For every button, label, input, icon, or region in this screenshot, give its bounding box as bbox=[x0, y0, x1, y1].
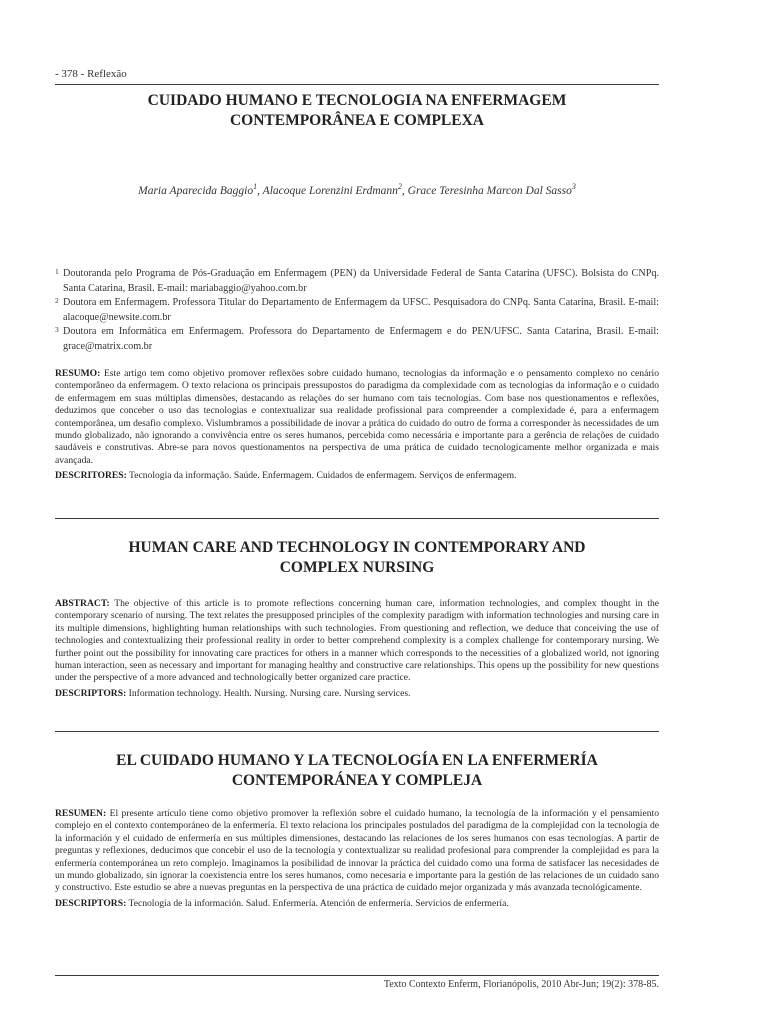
abstract-text: El presente artículo tiene como objetivo promover la reflexión sobre el cuidado humano, la tecnología de la información y el pensamiento complejo en el contexto contemporáneo de la enfermería. El texto relaciona los principales postulados del paradigma de la complejidad con la tecnología de la información y el cuidado de enfermería en sus múltiples dimensiones, destacando las relaciones de los seres humanos con esas tecnologías. A partir de preguntas y reflexiones, deducimos que concebir el uso de la tecnología y contextualizar su realidad profesional para comprender la complejidad es para la enfermería contemporánea un reto complejo. Imaginamos la posibilidad de innovar la práctica del cuidado como una forma de satisfacer las necesidades de un mundo globalizado, sin ignorar la coexistencia entre los seres humanos, como necesaria e importante para la gestión de las relaciones de un cuidado sano y constructivo. Este estudio se abre a nuevas preguntas en la perspectiva de una práctica de cuidado mejor organizada y más avanzada tecnológicamente. bbox=[55, 808, 659, 894]
descriptors-label: DESCRIPTORS: bbox=[55, 897, 127, 909]
abstract-label: RESUMO: bbox=[55, 368, 101, 379]
descriptors-text: Information technology. Health. Nursing. Nursing care. Nursing services. bbox=[128, 687, 411, 699]
affiliations bbox=[55, 267, 659, 354]
title-es-line1: EL CUIDADO HUMANO Y LA TECNOLOGÍA EN LA ENFERMERÍA bbox=[116, 752, 598, 769]
title-pt-line1: CUIDADO HUMANO E TECNOLOGIA NA ENFERMAGEM bbox=[147, 92, 567, 109]
title-pt bbox=[55, 91, 659, 131]
footer-rule bbox=[55, 975, 659, 976]
abstract-pt bbox=[55, 368, 659, 483]
descriptors-en bbox=[55, 688, 659, 700]
title-en-line1: HUMAN CARE AND TECHNOLOGY IN CONTEMPORARY AND bbox=[128, 539, 586, 556]
title-pt-line2: CONTEMPORÂNEA E COMPLEXA bbox=[229, 112, 485, 129]
abstract-es bbox=[55, 808, 659, 910]
title-es-line2: CONTEMPORÁNEA Y COMPLEJA bbox=[231, 772, 483, 789]
author: Grace Teresinha Marcon Dal Sasso$^3$ bbox=[407, 182, 576, 197]
descriptors-label: DESCRIPTORS: bbox=[55, 687, 127, 699]
abstract-text: Este artigo tem como objetivo promover reflexões sobre cuidado humano, tecnologias da informação e o pensamento complexo no cenário contemporâneo da enfermagem. O texto relaciona os principais pressupostos do paradigma da complexidade com as tecnologias da informação e o cuidado de enfermagem em suas múltiplas dimensões, destacando as relações do ser humano com tais tecnologias. Com base nos questionamentos e reflexões, deduzimos que conceber o uso das tecnologias e contextualizar sua realidade profissional para compreender a complexidade é, para a enfermagem contemporânea, um desafio complexo. Vislumbramos a possibilidade de inovar a prática do cuidado do outro de forma a corresponder às necessidades de um mundo globalizado, não ignorando a convivência entre os seres humanos, percebida como necessária e importante para a gerência de relações de cuidado saudáveis e construtivas. Abre-se para novos questionamentos na perspectiva de uma prática de cuidado tecnologicamente melhor organizada e mais avançada. bbox=[55, 368, 659, 466]
section-divider bbox=[55, 518, 659, 519]
descriptors-label: DESCRITORES: bbox=[55, 470, 127, 482]
author: Alacoque Lorenzini Erdmann$^2$, bbox=[262, 182, 408, 197]
descriptors-pt bbox=[55, 470, 659, 482]
footer-citation: Texto Contexto Enferm, Florianópolis, 2010 Abr-Jun; 19(2): 378-85. bbox=[383, 979, 659, 990]
abstract-en-body bbox=[55, 598, 659, 685]
section-divider bbox=[55, 731, 659, 732]
descriptors-es bbox=[55, 898, 659, 910]
abstract-label: ABSTRACT: bbox=[55, 598, 110, 609]
affiliation: 2 Doutora em Enfermagem. Professora Titular do Departamento de Enfermagem da UFSC. Pesquisadora do CNPq. Santa Catarina, Brasil. E-mail: alacoque@newsite.com.br bbox=[55, 296, 659, 323]
abstract-es-body bbox=[55, 808, 659, 895]
header-rule bbox=[55, 84, 659, 85]
abstract-text: The objective of this article is to promote reflections concerning human care, information technologies, and complex thought in the contemporary scenario of nursing. The text relates the presupposed principles of the complexity paradigm with information technologies and nursing care in its multiple dimensions, highlighting human relationships with such technologies. From questioning and reflection, we deduce that conceiving the use of technologies and contextualizing their professional reality in order to better comprehend complexity is a complex challenge for contemporary nursing. We further point out the possibility for innovating care practices for others in a manner which corresponds to the necessities of a globalized world, not ignoring human interaction, seen as necessary and important for managing healthy and constructive care relationships. This opens up the possibility for new questions under the perspective of a more advanced and technologically better organized care practice. bbox=[55, 598, 659, 684]
affiliation: 3 Doutora em Informática em Enfermagem. Professora do Departamento de Enfermagem e do PEN/UFSC. Santa Catarina, Brasil. E-mail: grace@matrix.com.br bbox=[55, 325, 659, 352]
title-es bbox=[55, 751, 659, 791]
abstract-label: RESUMEN: bbox=[55, 808, 107, 819]
author-list bbox=[55, 182, 659, 197]
affiliation: 1 Doutoranda pelo Programa de Pós-Graduação em Enfermagem (PEN) da Universidade Federal de Santa Catarina (UFSC). Bolsista do CNPq. Santa Catarina, Brasil. E-mail: mariabaggio@yahoo.com.br bbox=[55, 267, 659, 294]
descriptors-text: Tecnología de la información. Salud. Enfermería. Atención de enfermería. Servicios de enfermería. bbox=[128, 897, 509, 909]
title-en-line2: COMPLEX NURSING bbox=[279, 559, 435, 576]
running-head: - 378 - Reflexão bbox=[55, 68, 127, 80]
abstract-en bbox=[55, 598, 659, 700]
title-en bbox=[55, 538, 659, 578]
abstract-pt-body bbox=[55, 368, 659, 467]
author: Maria Aparecida Baggio$^1$, bbox=[138, 182, 263, 197]
descriptors-text: Tecnologia da informação. Saúde. Enfermagem. Cuidados de enfermagem. Serviços de enfermagem. bbox=[129, 470, 517, 482]
